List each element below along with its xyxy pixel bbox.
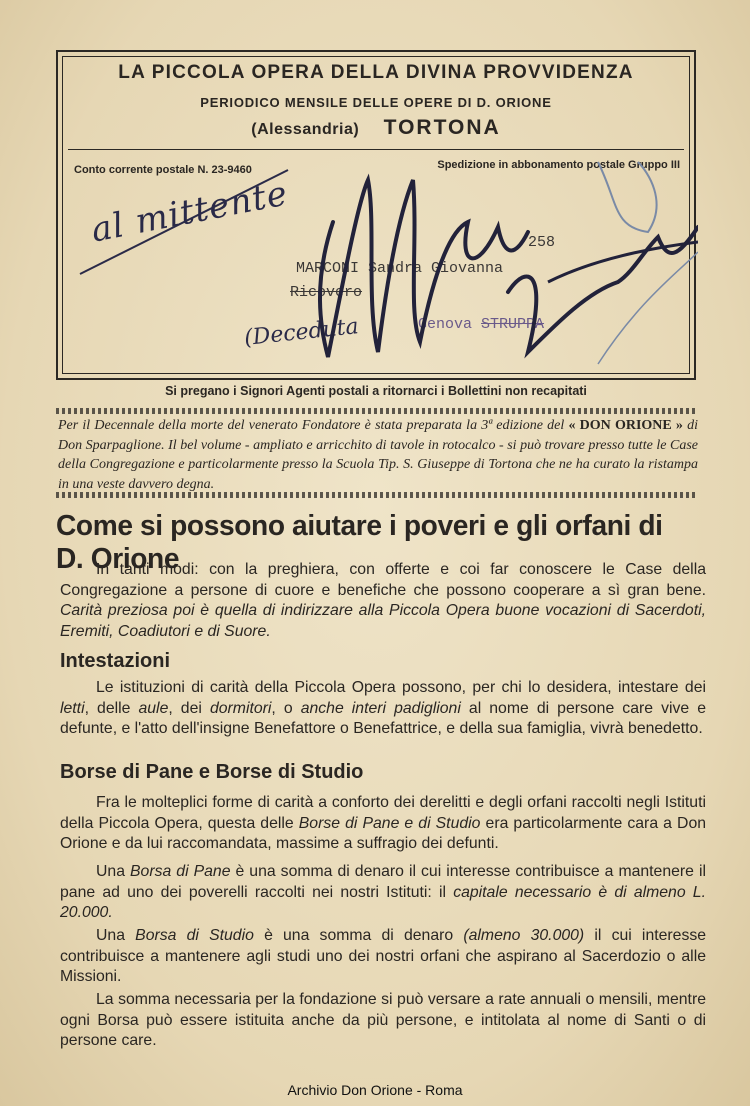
borse-2c: è una somma di denaro il cui interesse contribuisce a mantenere il pane ad uno dei poverelli raccolti nei nostri Istituti: il	[60, 863, 706, 901]
postal-account: Conto corrente postale N. 23-9460	[74, 164, 252, 176]
borse-paragraph-4: La somma necessaria per la fondazione si può versare a rate annuali o mensili, mentre ogni Borsa può essere istituita anche da più persone, e intitolata al nome di Santi o di persone care.	[60, 991, 706, 1049]
archive-footer: Archivio Don Orione - Roma	[287, 1082, 463, 1098]
periodical-city-row	[58, 116, 694, 140]
intest-text-3: , dei	[168, 699, 202, 717]
borse-1c: era particolarmente cara a Don Orione e da lui raccomandata, massime a suffragio dei defunti.	[60, 814, 707, 852]
shipping-info: Spedizione in abbonamento postale Gruppo III	[437, 159, 680, 171]
intestazioni-paragraph	[60, 678, 706, 740]
borse-paragraph-1	[60, 793, 706, 855]
intest-padiglioni: anche interi padiglioni	[300, 699, 461, 717]
borse-3e: il cui interesse contribuisce a mantenere agli studi uno dei nostri orfani che aspirano al Sacerdozio o alle Missioni.	[60, 927, 707, 985]
handwritten-note-return: al mittente	[88, 173, 292, 251]
intest-letti: letti	[60, 699, 85, 717]
borse-3a: Una	[96, 927, 125, 944]
section-heading-intestazioni: Intestazioni	[60, 650, 171, 672]
borse-paragraph-3	[60, 926, 706, 988]
province-label: (Alessandria)	[251, 121, 360, 138]
borse-1a: Fra le molteplici forme di carità a conforto dei derelitti e degli orfani raccolti negli Istituti della Piccola Opera, questa delle	[60, 794, 706, 832]
borse-3d: (almeno 30.000)	[463, 927, 585, 944]
borse-1b: Borse di Pane e di Studio	[298, 814, 481, 832]
section-heading-borse: Borse di Pane e Borse di Studio	[60, 761, 364, 783]
book-announcement-part-2: di Don Sparpaglione. Il bel volume - ampliato e arricchito di tavole in rotocalco - si può trovare presso tutte le Case della Congregazione e particolarmente presso la Scuola Tip. S. Giuseppe di Tortona che ne ha curato la ristampa in una veste davvero degna.	[58, 418, 699, 492]
book-announcement	[58, 416, 698, 494]
borse-3c: è una somma di denaro	[264, 927, 454, 944]
intest-dormitori: dormitori	[209, 699, 272, 717]
wavy-rule-bottom	[56, 492, 696, 498]
article-title: Come si possono aiutare i poveri e gli orfani di D. Orione	[56, 510, 663, 575]
periodical-subtitle: PERIODICO MENSILE DELLE OPERE DI D. ORIONE	[200, 95, 552, 110]
recipient-city	[418, 316, 544, 333]
book-title: « DON ORIONE »	[568, 418, 683, 433]
borse-2b: Borsa di Pane	[130, 863, 231, 880]
intro-paragraph	[60, 560, 706, 642]
recipient-name: MARCONI Sandra Giovanna	[296, 260, 504, 277]
recipient-city-struck: STRUPPA	[481, 316, 545, 333]
recipient-city-prefix: Genova	[418, 316, 473, 333]
borse-2d: capitale necessario è di almeno L. 20.000.	[60, 883, 706, 921]
wavy-rule-top	[56, 408, 696, 414]
intest-aule: aule	[138, 699, 169, 717]
recipient-place: Ricovero	[290, 284, 363, 301]
intro-text: In tanti modi: con la preghiera, con offerte e coi far conoscere le Case della Congregazione a persone di cuore e benefiche che possono cooperare a sì gran bene.	[60, 561, 706, 599]
intest-text-4: , o	[271, 699, 293, 717]
postal-agents-notice: Si pregano i Signori Agenti postali a ritornarci i Bollettini non recapitati	[165, 384, 587, 398]
intest-text-5: al nome di persone care vive e defunte, e l'atto dell'insigne Benefattore o Benefattrice, e della sua famiglia, vivrà benedetto.	[60, 699, 707, 737]
borse-3b: Borsa di Studio	[135, 927, 254, 944]
city-label: TORTONA	[383, 116, 501, 139]
header-divider	[68, 149, 684, 150]
address-label-box	[56, 50, 696, 380]
intest-text-1: Le istituzioni di carità della Piccola Opera possono, per chi lo desidera, intestare dei	[96, 679, 706, 696]
address-number: 258	[528, 234, 556, 251]
borse-2a: Una	[96, 863, 125, 880]
periodical-title: LA PICCOLA OPERA DELLA DIVINA PROVVIDENZA	[118, 62, 634, 83]
intest-text-2: , delle	[84, 699, 131, 717]
book-announcement-part-1: Per il Decennale della morte del venerato Fondatore è stata preparata la 3ª edizione del	[58, 418, 565, 433]
handwritten-note-deceased: (Deceduta	[243, 314, 360, 351]
borse-paragraph-2	[60, 862, 706, 924]
intro-italic-text: Carità preziosa poi è quella di indirizzare alla Piccola Opera buone vocazioni di Sacerdoti, Eremiti, Coadiutori e di Suore.	[60, 602, 706, 640]
